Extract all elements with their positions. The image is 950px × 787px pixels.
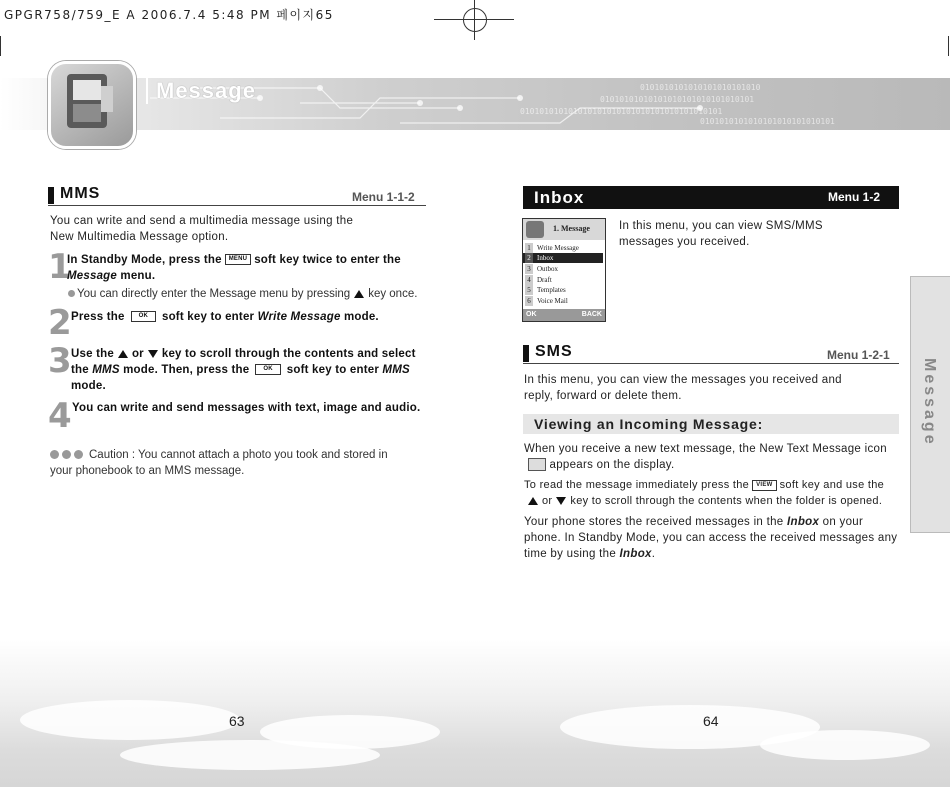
svg-text:0101010101010101010101010101: 0101010101010101010101010101 [700,117,835,126]
step-3-post: key to scroll through the contents and select the [71,348,416,376]
bullet-dot-icon [68,290,75,297]
phone-left-softkey: OK [526,311,537,318]
step-number-3: 3 [48,341,72,381]
step-3-tail: mode. Then, press the [123,364,250,376]
p2-tail: key to scroll through the contents when the folder is opened. [570,495,883,507]
print-header: GPGR758/759_E A 2006.7.4 5:48 PM 페이지65 [4,8,334,22]
mms-heading: MMS [60,185,101,202]
p3-mid: on your phone. In Standby Mode, you can access the received messages any time by using the [524,516,898,560]
inbox-description: In this menu, you can view SMS/MMS messages you received. [619,220,823,248]
up-arrow-icon [118,350,128,358]
phone-softkey-bar [523,309,605,321]
message-icon [48,61,136,149]
step-1-tail: menu. [120,270,156,282]
step-3-mid: or [131,348,144,360]
p2-post: soft key and use the [779,479,885,491]
step-number-4: 4 [48,396,72,436]
ok-key-icon: OK [131,311,156,322]
sms-heading: SMS [535,343,573,360]
down-arrow-icon [556,497,566,505]
message-icon [526,221,544,238]
sms-paragraph-3 [524,514,899,562]
sms-heading-rule [523,363,899,364]
phone-menu-item: 4 Draft [523,275,603,285]
subnote-post: key once. [368,288,418,300]
phone-menu-item: 3 Outbox [523,264,603,274]
side-tab-label: Message [921,358,938,447]
caution-dot-icon [74,450,83,459]
step-2-post: soft key to enter [161,311,255,323]
sms-description: In this menu, you can view the messages you received and reply, forward or delete them. [524,374,842,402]
sms-heading-bar [523,345,529,362]
step-1-post: soft key twice to enter the [254,254,401,266]
step-1-em: Message [67,270,117,282]
step-2-pre: Press the [71,311,125,323]
step-1-text [67,252,407,284]
subheading-viewing-message: Viewing an Incoming Message: [534,416,764,432]
step-number-2: 2 [48,303,72,343]
new-text-message-icon [528,458,546,471]
down-arrow-icon [148,350,158,358]
caution-note [50,447,410,479]
p1-text: When you receive a new text message, the New Text Message icon [524,443,887,455]
subnote-pre: You can directly enter the Message menu by pressing [77,288,351,300]
caution-text: Caution : You cannot attach a photo you took and stored in your phonebook to an MMS message. [50,449,388,477]
mms-heading-rule [48,205,426,206]
step-1-pre: In Standby Mode, press the [67,254,222,266]
svg-text:010101010101010101010101010101: 010101010101010101010101010101010101010101 [520,107,723,116]
p1b-text: appears on the display. [549,459,675,471]
svg-text:0101010101010101010101010: 0101010101010101010101010 [640,83,761,92]
phone-menu-item-selected: 2 Inbox [523,253,603,263]
phone-screen-title: 1. Message [553,224,590,233]
step-4-text: You can write and send messages with text, image and audio. [72,402,421,414]
mms-intro: You can write and send a multimedia message using the New Multimedia Message option. [50,215,354,243]
p3-em2: Inbox [619,548,652,560]
cloud-shape [120,740,380,770]
p2-or: or [542,495,553,507]
p3-em: Inbox [787,516,820,528]
p3-pre: Your phone stores the received messages in the [524,516,784,528]
step-2-text [71,309,411,325]
crop-mark-left [0,36,1,56]
phone-right-softkey: BACK [581,311,602,318]
sms-menu-number: Menu 1-2-1 [827,348,890,362]
sms-paragraph-1 [524,441,899,473]
mms-heading-bar [48,187,54,204]
cloud-shape [20,700,240,740]
step-3-tail2: soft key to enter [286,364,380,376]
inbox-menu-number: Menu 1-2 [828,190,881,204]
circuit-pattern [0,78,950,130]
phone-screen [522,218,606,322]
step-number-1: 1 [48,247,72,287]
step-2-em: Write Message [257,311,341,323]
up-arrow-icon [528,497,538,505]
page-number-left: 63 [229,713,245,729]
page-number-right: 64 [703,713,719,729]
menu-key-icon: MENU [225,254,251,265]
view-key-icon: VIEW [752,480,777,491]
step-3-em2: MMS [382,364,410,376]
step-1-subnote [68,286,428,302]
ok-key-icon: OK [255,364,280,375]
page-title: Message [146,78,256,104]
caution-dot-icon [62,450,71,459]
step-3-text [71,346,427,394]
phone-menu-item: 1 Write Message [523,243,603,253]
sms-paragraph-2 [524,477,899,509]
step-3-em: MMS [92,364,120,376]
mms-menu-number: Menu 1-1-2 [352,190,415,204]
p2-pre: To read the message immediately press the [524,479,750,491]
step-3-tail3: mode. [71,380,106,392]
up-arrow-icon [354,290,364,298]
svg-text:010101010101010101010101010101: 01010101010101010101010101010101 [600,95,755,104]
phone-menu-item: 5 Templates [523,285,603,295]
caution-dot-icon [50,450,59,459]
p3-end: . [651,548,656,560]
inbox-heading: Inbox [534,188,585,207]
step-3-pre: Use the [71,348,114,360]
crop-mark-right [948,36,949,56]
cloud-shape [760,730,930,760]
step-2-tail: mode. [343,311,379,323]
phone-menu-item: 6 Voice Mail [523,296,603,306]
registration-mark-top [463,8,487,32]
